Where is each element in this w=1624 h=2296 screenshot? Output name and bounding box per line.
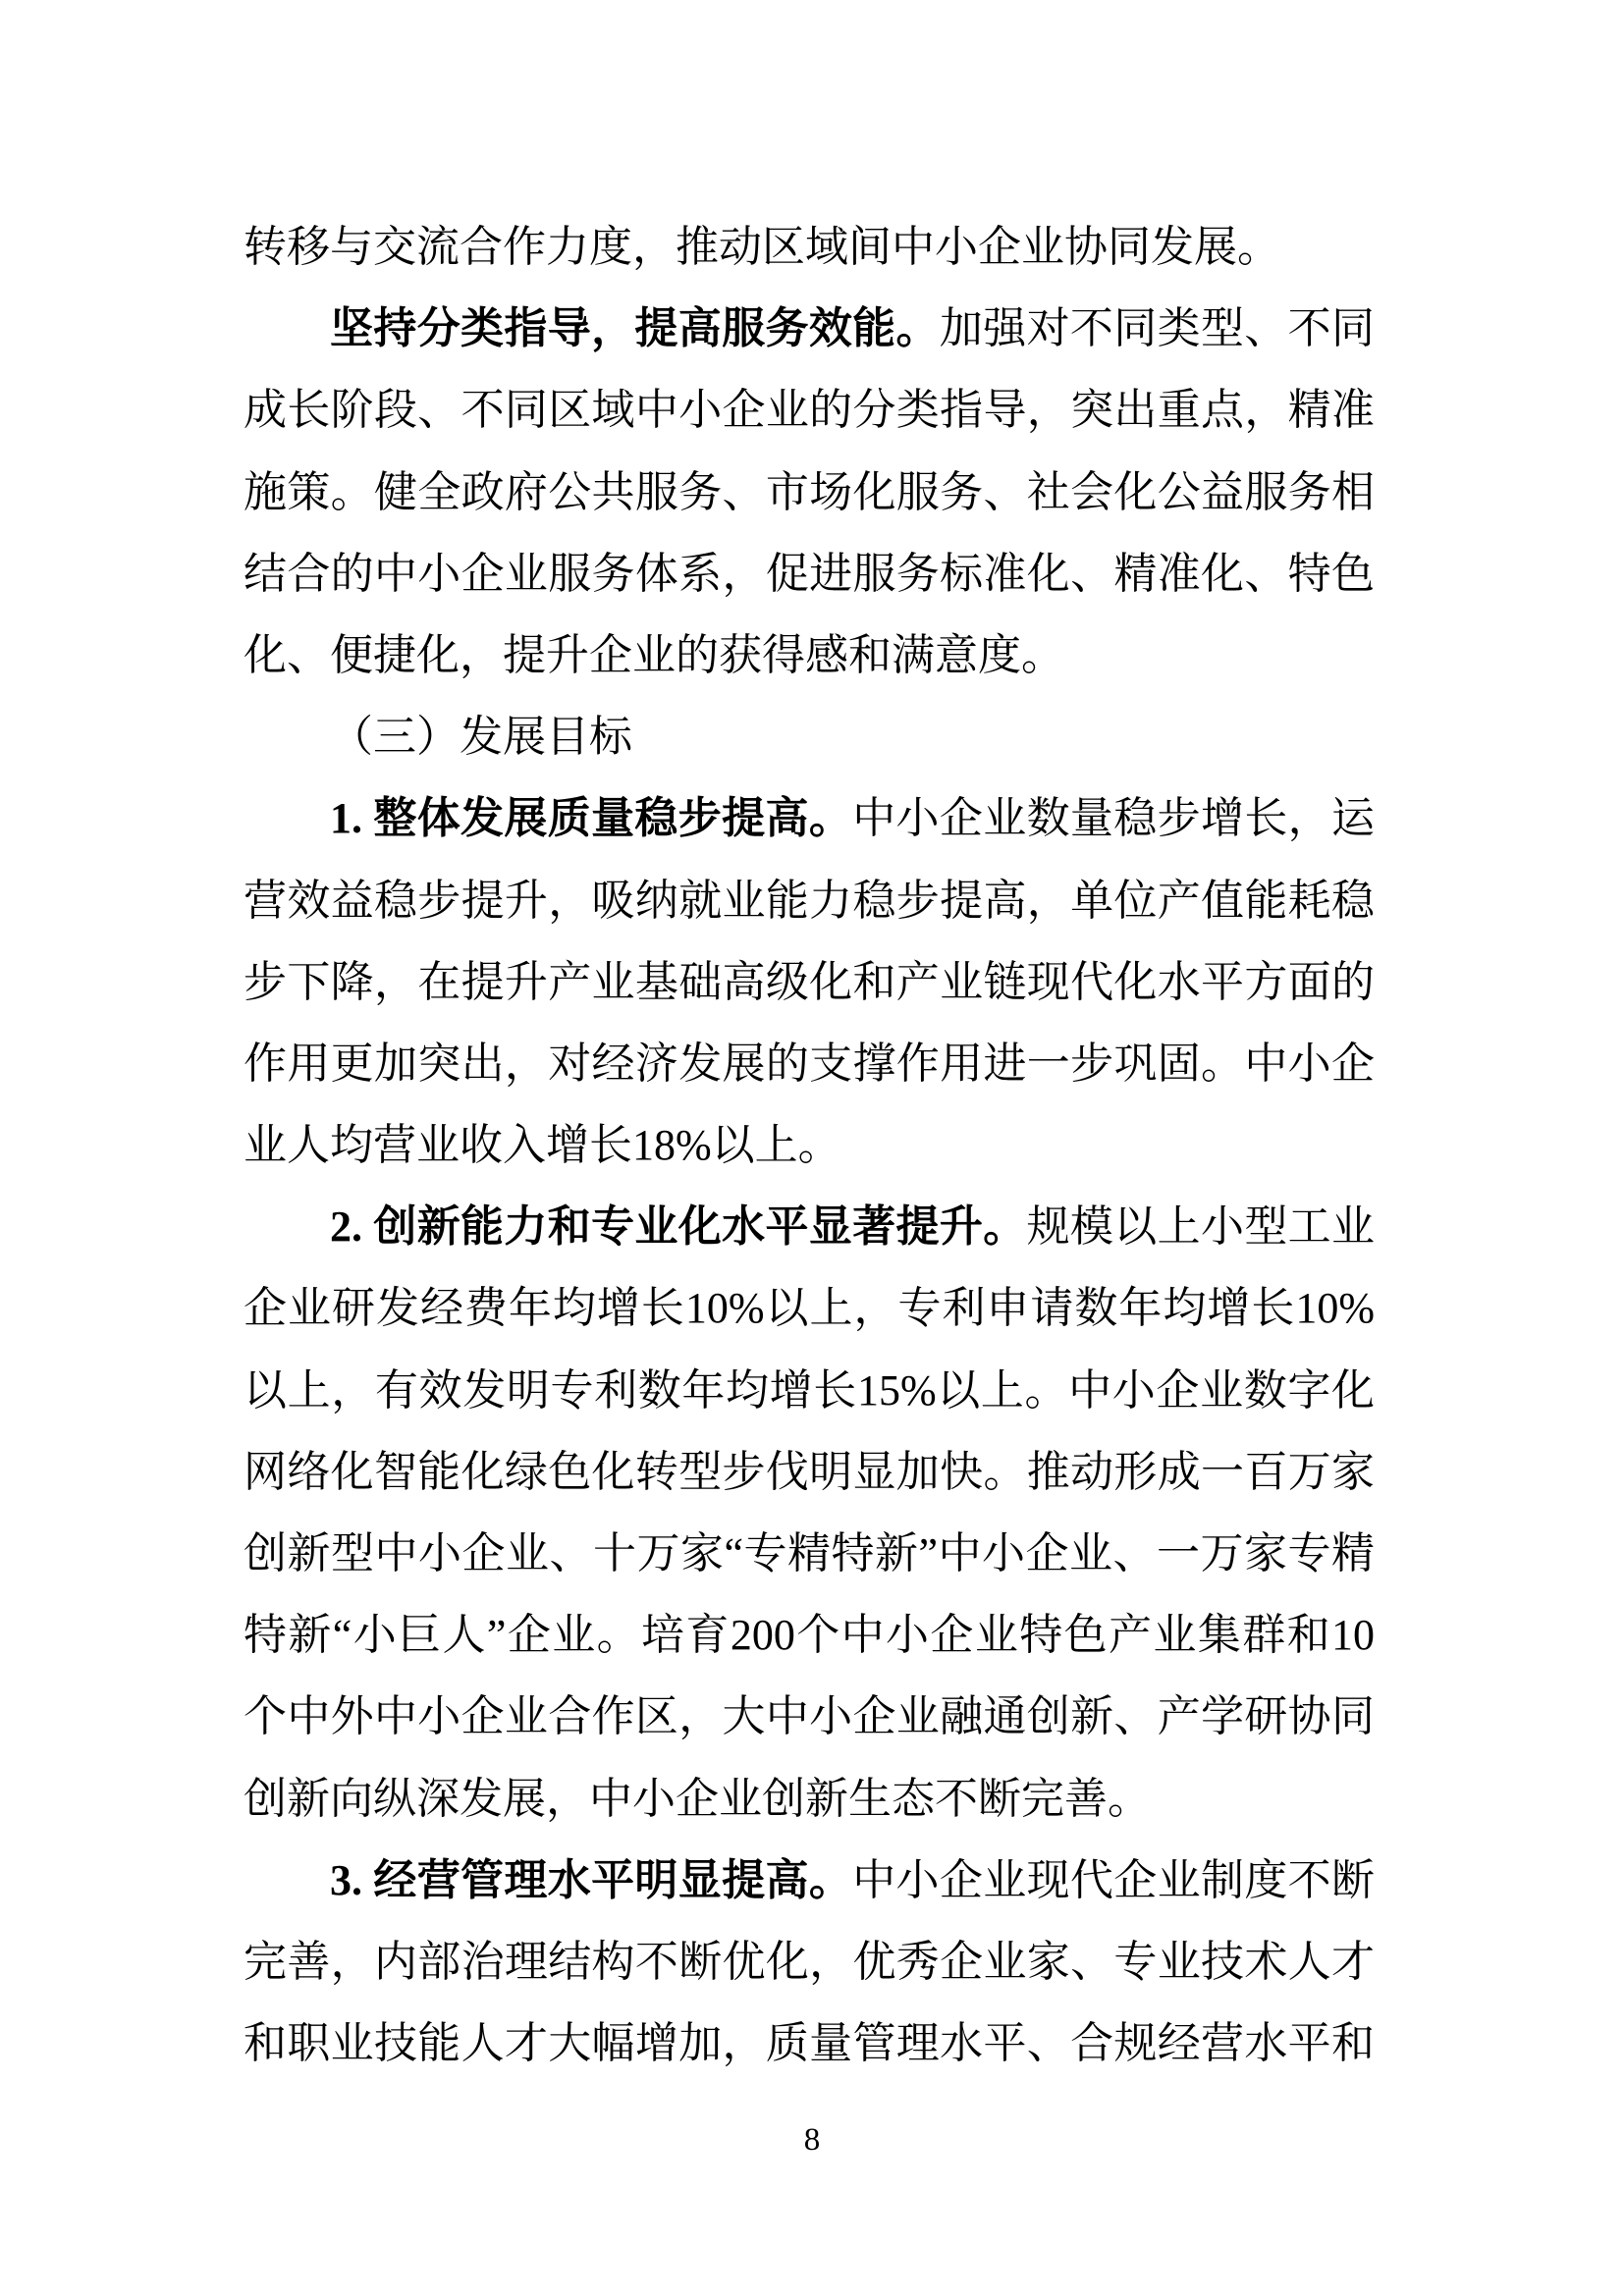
text-segment: 和职业技能人才大幅增加，质量管理水平、合规经营水平和 [244,2019,1375,2068]
text-segment: 中小企业数量稳步增长，运 [852,794,1376,843]
text-segment: 作用更加突出，对经济发展的支撑作用进一步巩固。中小企 [244,1039,1375,1088]
text-line [244,533,1375,614]
text-segment: 完善，内部治理结构不断优化，优秀企业家、专业技术人才 [244,1937,1375,1986]
text-segment: 特新“小巨人”企业。培育200个中小企业特色产业集群和10 [244,1611,1375,1660]
page-number: 8 [803,2122,821,2158]
text-line [244,1840,1375,1921]
text-line [244,614,1375,696]
text-line [244,1023,1375,1104]
text-segment: 以上，有效发明专利数年均增长15%以上。中小企业数字化 [244,1365,1375,1415]
text-line [244,369,1375,451]
text-segment: 步下降，在提升产业基础高级化和产业链现代化水平方面的 [244,957,1375,1006]
text-line [244,1921,1375,2002]
text-segment: 化、便捷化，提升企业的获得感和满意度。 [244,630,1064,679]
text-segment: 创新向纵深发展，中小企业创新生态不断完善。 [244,1774,1151,1823]
text-line [244,452,1375,533]
text-line [244,1350,1375,1431]
text-line [244,2002,1375,2084]
text-segment: 网络化智能化绿色化转型步伐明显加快。推动形成一百万家 [244,1447,1375,1496]
emphasis-segment: 2. 创新能力和专业化水平显著提升。 [330,1202,1027,1252]
text-segment: 个中外中小企业合作区，大中小企业融通创新、产学研协同 [244,1692,1375,1741]
text-line [244,1676,1375,1757]
text-segment: 规模以上小型工业 [1026,1202,1376,1252]
text-segment: 企业研发经费年均增长10%以上，专利申请数年均增长10% [244,1284,1375,1333]
emphasis-segment: 3. 经营管理水平明显提高。 [330,1855,853,1904]
text-line [244,1431,1375,1513]
text-segment: 结合的中小企业服务体系，促进服务标准化、精准化、特色 [244,549,1375,598]
text-line [244,1186,1375,1267]
text-line [244,777,1375,859]
emphasis-segment: 坚持分类指导，提高服务效能。 [330,304,940,353]
text-segment: 营效益稳步提升，吸纳就业能力稳步提高，单位产值能耗稳 [244,876,1375,925]
text-line [244,1758,1375,1840]
text-line [244,288,1375,369]
text-line [244,1267,1375,1349]
emphasis-segment: 1. 整体发展质量稳步提高。 [330,794,853,843]
text-segment: 施策。健全政府公共服务、市场化服务、社会化公益服务相 [244,467,1375,516]
text-line [244,1513,1375,1594]
text-line [244,860,1375,941]
text-segment: 创新型中小企业、十万家“专精特新”中小企业、一万家专精 [244,1529,1375,1577]
text-segment: （三）发展目标 [330,713,632,762]
text-segment: 转移与交流合作力度，推动区域间中小企业协同发展。 [244,223,1280,271]
text-segment: 成长阶段、不同区域中小企业的分类指导，突出重点，精准 [244,386,1375,435]
text-line [244,1104,1375,1186]
text-segment: 业人均营业收入增长18%以上。 [244,1121,841,1170]
text-block [244,206,1375,2084]
text-line [244,1594,1375,1676]
text-line [244,206,1375,288]
text-segment: 加强对不同类型、不同 [939,304,1376,353]
section-heading-line [244,696,1375,777]
text-line [244,941,1375,1023]
text-segment: 中小企业现代企业制度不断 [852,1855,1376,1904]
